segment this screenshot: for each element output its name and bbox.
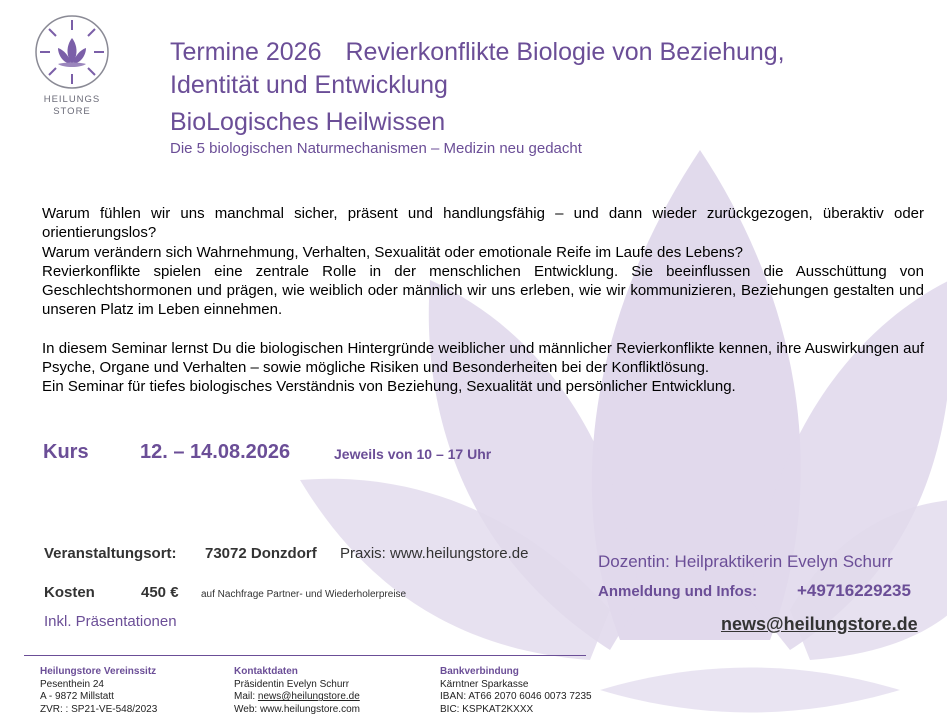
footer-heading: Heilungstore Vereinssitz xyxy=(40,666,157,677)
course-label: Kurs xyxy=(43,441,89,463)
lecturer: Dozentin: Heilpraktikerin Evelyn Schurr xyxy=(598,552,893,571)
footer-line: Pesenthein 24 xyxy=(40,678,104,690)
footer-line: Kärntner Sparkasse xyxy=(440,678,529,690)
footer-line xyxy=(234,691,360,704)
lotus-logo-icon xyxy=(34,14,110,90)
title-year: Termine 2026 xyxy=(170,38,322,66)
included-note: Inkl. Präsentationen xyxy=(44,613,177,630)
paragraph: Warum verändern sich Wahrnehmung, Verhalten, Sexualität oder emotionale Reife im Laufe des Lebens? xyxy=(42,243,743,261)
paragraph: In diesem Seminar lernst Du die biologischen Hintergründe weiblicher und männlicher Revierkonflikte kennen, ihre Auswirkungen auf Psyche, Organe und Verhalten – sowie mögliche Risiken und Besonderheiten bei der Konfliktlösung. xyxy=(42,339,924,377)
paragraph: Warum fühlen wir uns manchmal sicher, präsent und handlungsfähig – und dann wieder zurückgezogen, überaktiv oder orientierungslos? xyxy=(42,205,924,242)
title-topic: Revierkonflikte Biologie von Beziehung, xyxy=(345,38,785,66)
footer-line: IBAN: AT66 2070 6046 0073 7235 xyxy=(440,691,592,703)
paragraph: Ein Seminar für tiefes biologisches Verständnis von Beziehung, Sexualität und persönlicher Entwicklung. xyxy=(42,378,736,396)
footer-address xyxy=(40,666,157,716)
footer-line: Präsidentin Evelyn Schurr xyxy=(234,678,350,690)
cost-label: Kosten xyxy=(44,584,95,601)
course-time: Jeweils von 10 – 17 Uhr xyxy=(334,446,492,462)
footer-heading: Kontaktdaten xyxy=(234,666,298,677)
course-date: 12. – 14.08.2026 xyxy=(140,441,291,463)
description xyxy=(42,204,924,397)
footer-heading: Bankverbindung xyxy=(440,666,519,677)
section-heading: BioLogisches Heilwissen xyxy=(170,108,446,136)
signup-label: Anmeldung und Infos: xyxy=(598,583,758,600)
brand-line-1: HEILUNGS xyxy=(43,94,101,105)
brand-line-2: STORE xyxy=(53,106,91,117)
footer-contact xyxy=(234,666,360,716)
footer-divider xyxy=(24,655,586,656)
signup-phone[interactable]: +49716229235 xyxy=(797,581,911,600)
cost-note: auf Nachfrage Partner- und Wiederholerpreise xyxy=(201,589,407,600)
footer-bank xyxy=(440,666,592,716)
footer-line: A - 9872 Millstatt xyxy=(40,691,114,703)
footer-line: BIC: KSPKAT2KXXX xyxy=(440,703,534,715)
logo xyxy=(32,14,112,118)
paragraph: Revierkonflikte spielen eine zentrale Rolle in der menschlichen Entwicklung. Sie beeinflussen die Ausschüttung von Geschlechtshormonen und prägen, wie weiblich oder männlich wir uns erleben, wie wir kommunizieren, Beziehungen gestalten und unseren Platz im Leben einnehmen. xyxy=(42,262,924,319)
venue-label: Veranstaltungsort: xyxy=(44,545,177,562)
page-title xyxy=(170,36,890,102)
cost-price: 450 € xyxy=(141,584,179,601)
mail-prefix: Mail: xyxy=(234,691,258,703)
venue-website: Praxis: www.heilungstore.de xyxy=(340,545,529,562)
footer-email-link[interactable]: news@heilungstore.de xyxy=(257,691,360,703)
footer-line: Web: www.heilungstore.com xyxy=(234,703,360,715)
signup-email-link[interactable]: news@heilungstore.de xyxy=(721,614,918,634)
subtitle: Die 5 biologischen Naturmechanismen – Medizin neu gedacht xyxy=(170,140,582,157)
title-topic-cont: Identität und Entwicklung xyxy=(170,71,448,99)
venue-city: 73072 Donzdorf xyxy=(205,545,317,562)
footer-line: ZVR: : SP21-VE-548/2023 xyxy=(40,703,158,715)
